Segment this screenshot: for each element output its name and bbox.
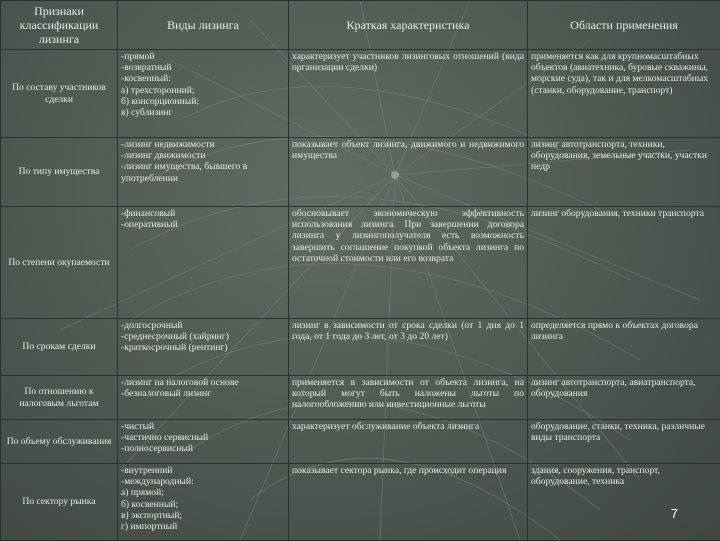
table-row <box>1 420 720 464</box>
application-cell: лизинг оборудования, техники транспорта <box>528 207 720 319</box>
application-cell: лизинг автотранспорта, техники, оборудования, земельные участки, участки недр <box>528 138 720 207</box>
criterion-cell: По типу имущества <box>1 138 118 207</box>
description-cell: характеризует участников лизинговых отношений (вида организации сделки) <box>289 50 528 138</box>
table-row <box>1 50 720 138</box>
criterion-cell: По срокам сделки <box>1 319 118 376</box>
application-cell: определяется прямо к объектах договора лизинга <box>528 319 720 376</box>
page-number: 7 <box>671 506 678 521</box>
criterion-cell: По степени окупаемости <box>1 207 118 319</box>
description-cell: лизинг в зависимости от срока сделки (от 1 дня до 1 года, от 1 года до 3 лет, от 3 до 20 лет) <box>289 319 528 376</box>
application-cell: оборудование, станки, техника, различные виды транспорта <box>528 420 720 464</box>
types-cell: -чистый -частично сервисный -полносервисный <box>118 420 289 464</box>
table-row <box>1 207 720 319</box>
criterion-cell: По объему обслуживания <box>1 420 118 464</box>
types-cell: -лизинг на налоговой основе -безналоговый лизинг <box>118 376 289 420</box>
types-cell: -финансовый -оперативный <box>118 207 289 319</box>
application-cell: здания, сооружения, транспорт, оборудование, техника <box>528 464 720 541</box>
description-cell: применяется в зависимости от объекта лизинга, на который могут быть наложены льготы по налогообложению или инвестиционные льготы <box>289 376 528 420</box>
table-row <box>1 376 720 420</box>
header-row <box>1 1 720 50</box>
description-cell: показывает объект лизинга, движимого и недвижимого имущества <box>289 138 528 207</box>
criterion-cell: По сектору рынка <box>1 464 118 541</box>
table-row <box>1 319 720 376</box>
description-cell: показывает сектора рынка, где происходит операция <box>289 464 528 541</box>
table-row <box>1 464 720 541</box>
description-cell: характеризует обслуживание объекта лизинга <box>289 420 528 464</box>
application-cell: лизинг автотранспорта, авиатранспорта, оборудования <box>528 376 720 420</box>
table-row <box>1 138 720 207</box>
header-criteria: Признаки классификации лизинга <box>1 1 118 50</box>
header-application: Области применения <box>528 1 720 50</box>
types-cell: -долгосрочный -среднесрочный (хайринг) -краткосрочный (рентинг) <box>118 319 289 376</box>
header-description: Краткая характеристика <box>289 1 528 50</box>
criterion-cell: По составу участников сделки <box>1 50 118 138</box>
types-cell: -лизинг недвижимости -лизинг движимости -лизинг имущества, бывшего в употреблении <box>118 138 289 207</box>
application-cell: применяется как для крупномасштабных объектов (авиатехника, буровые скважины, морские суда), так и для мелкомасштабных (станки, оборудование, транспорт) <box>528 50 720 138</box>
types-cell: -прямой -возвратный -косвенный: а) трехсторонний; б) консорционный; в) сублизинг <box>118 50 289 138</box>
types-cell: -внутренний -международный: а) прямой; б) косвенный; в) экспортный; г) импортный <box>118 464 289 541</box>
header-types: Виды лизинга <box>118 1 289 50</box>
criterion-cell: По отношению к налоговым льготам <box>1 376 118 420</box>
description-cell: обосновывает экономическую эффективность использования лизинга. При завершении договора лизинга у лизингополучателя есть возможность завершить соглашение покупкой объекта лизинга по остаточной стоимости или его возврата <box>289 207 528 319</box>
